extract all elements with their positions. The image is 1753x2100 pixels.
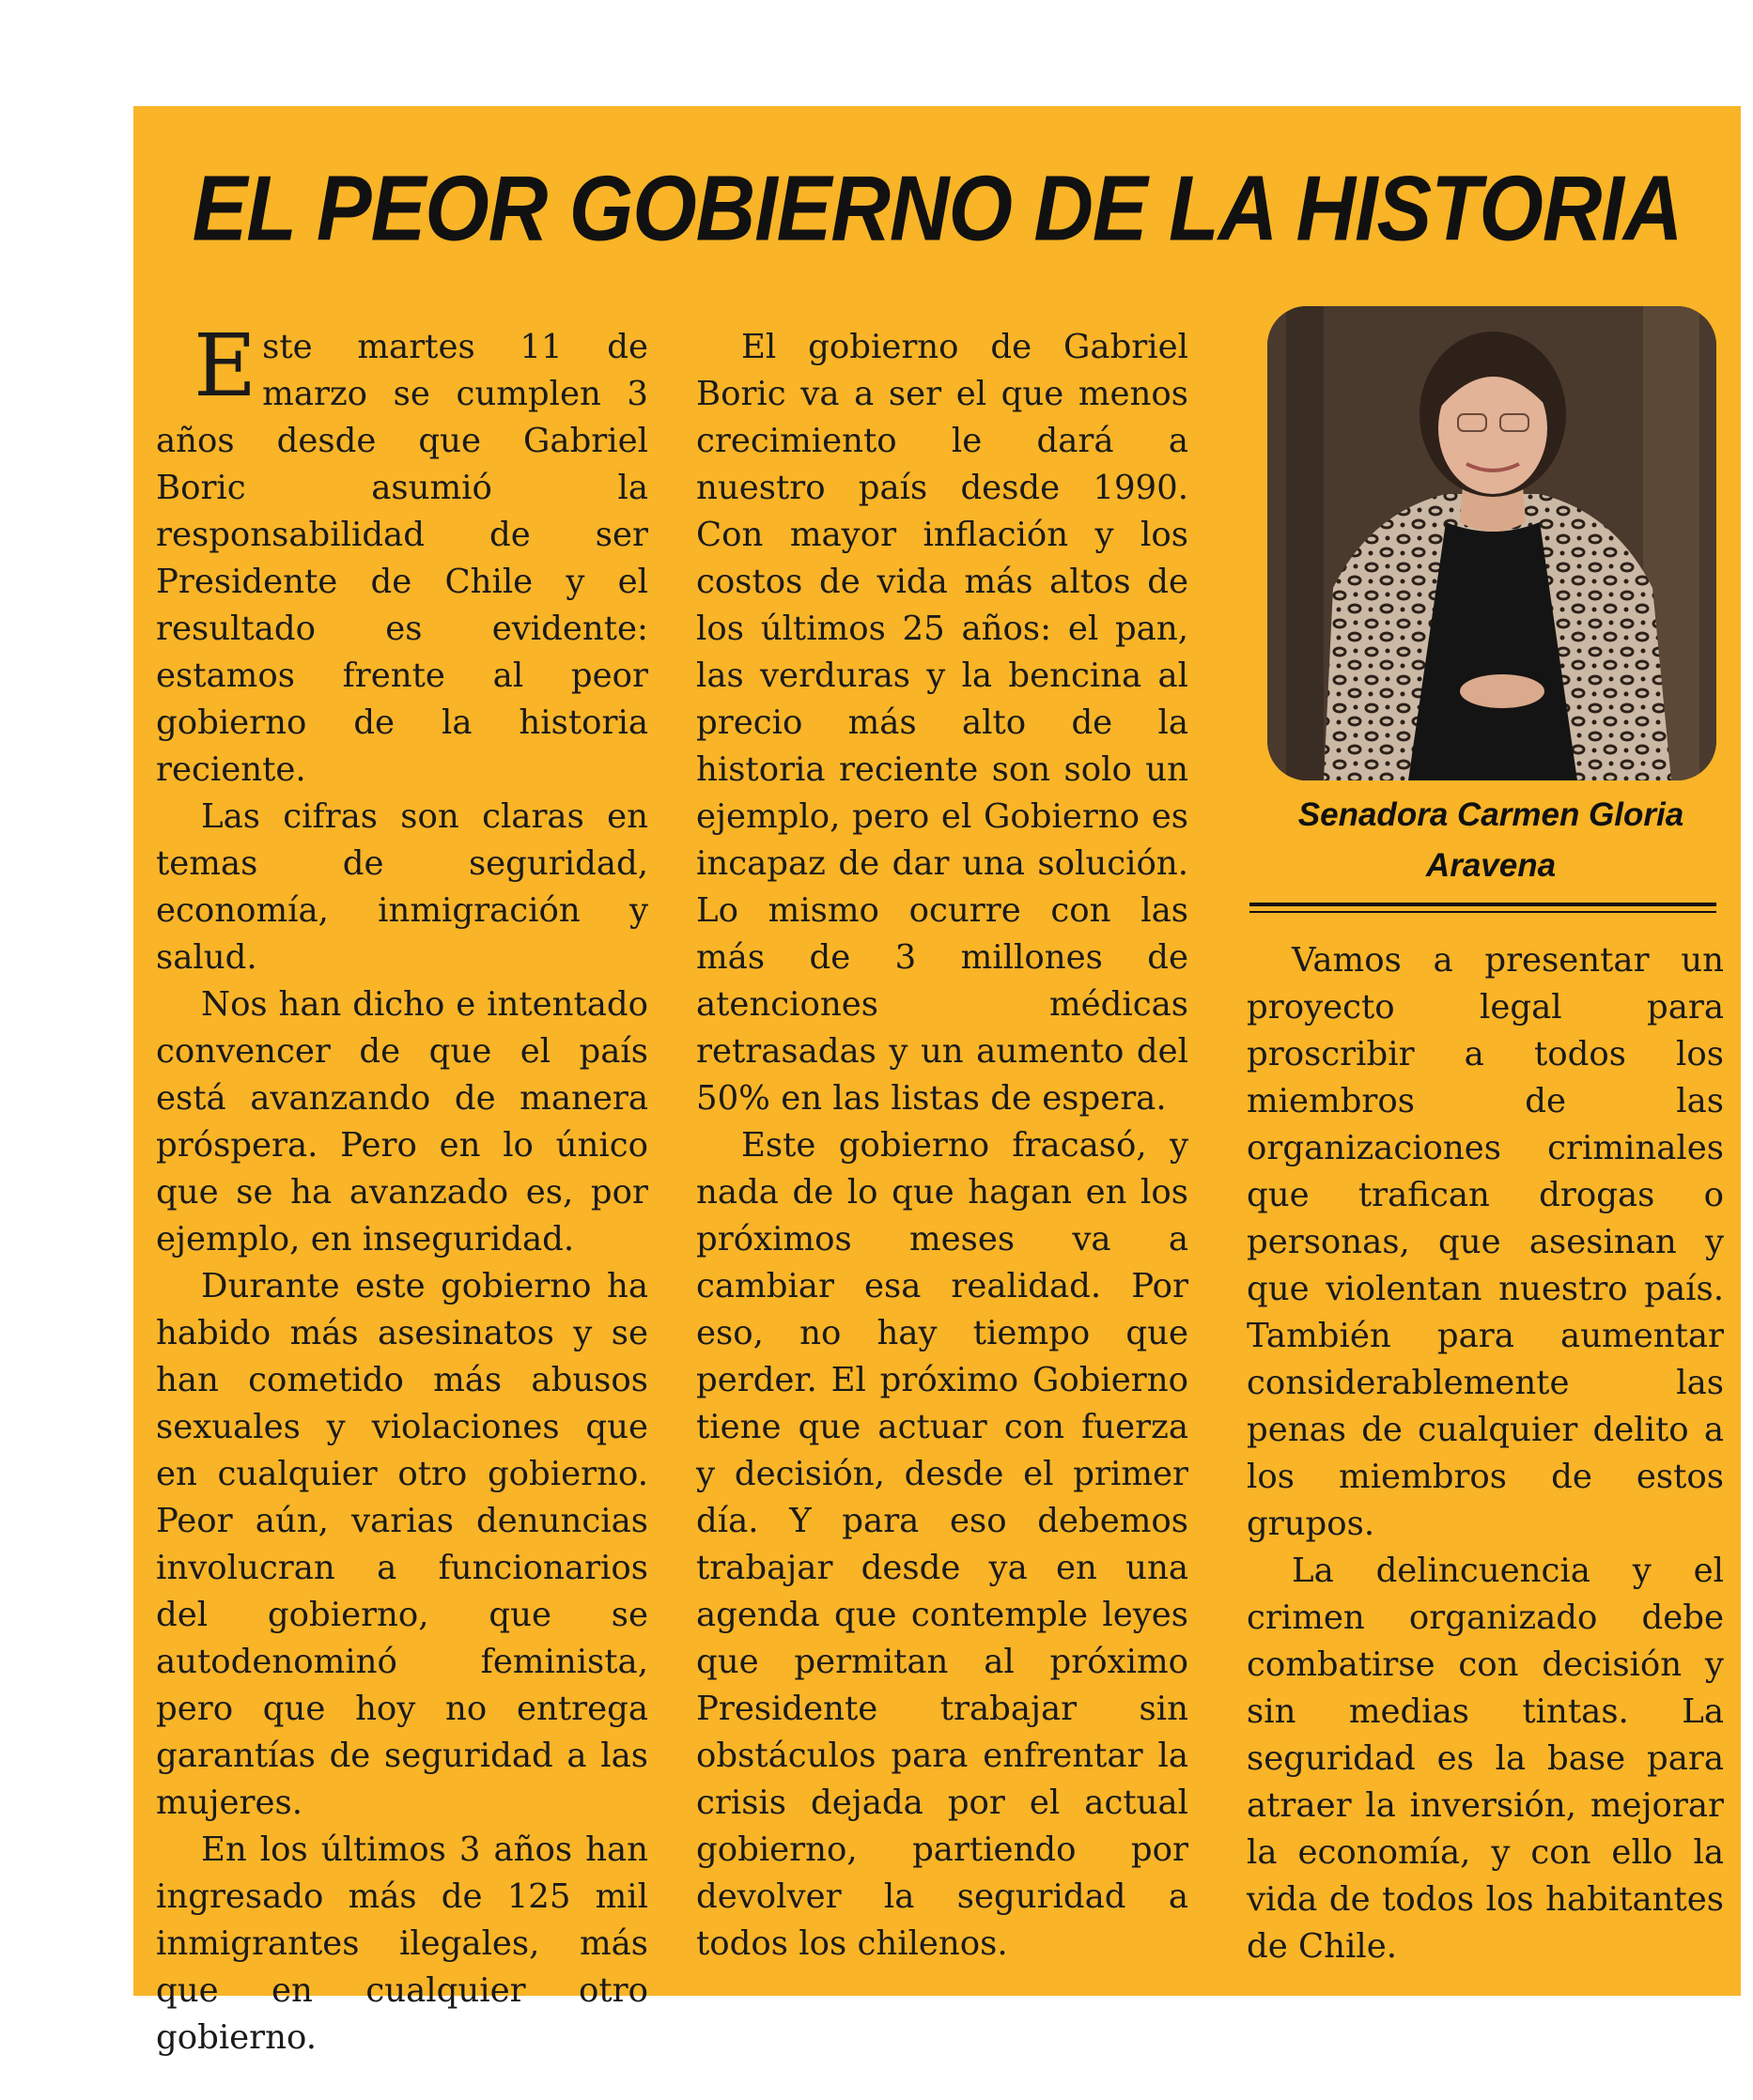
article-panel: [133, 106, 1741, 2057]
paragraph: En los últimos 3 años han ingresado más de 125 mil inmigrantes ilegales, más que en cualquier otro gobierno.: [156, 1830, 648, 2057]
column-3: [1247, 937, 1724, 1970]
paragraph: Este gobierno fracasó, y nada de lo que hagan en los próximos meses va a cambiar esa realidad. Por eso, no hay tiempo que perder. El próximo Gobierno tiene que actuar con fuerza y decisión, desde el primer día. Y para eso debemos trabajar desde ya en una agenda que contemple leyes que permitan al próximo Presidente trabajar sin obstáculos para enfrentar la crisis dejada por el actual gobierno, partiendo por devolver la seguridad a todos los chilenos.: [696, 1126, 1188, 1963]
author-caption: Senadora Carmen Gloria Aravena: [1297, 796, 1684, 884]
senator-portrait-image: [1267, 306, 1716, 780]
paragraph: Nos han dicho e intentado convencer de que el país está avanzando de manera próspera. Pero en lo único que se ha avanzado es, por ejemplo, en inseguridad.: [156, 985, 648, 1258]
drop-cap: E: [194, 316, 257, 416]
paragraph: Vamos a presentar un proyecto legal para proscribir a todos los miembros de las organizaciones criminales que trafican drogas o personas, que asesinan y que violentan nuestro país. También para aumentar considerablemente las penas de cualquier delito a los miembros de estos grupos.: [1247, 941, 1724, 1543]
column-2: [696, 324, 1188, 1968]
divider: [1249, 903, 1716, 906]
article-title: EL PEOR GOBIERNO DE LA HISTORIA: [192, 156, 1683, 260]
paragraph: Durante este gobierno ha habido más asesinatos y se han cometido más abusos sexuales y violaciones que en cualquier otro gobierno. Peor aún, varias denuncias involucran a funcionarios del gobierno, que se autodenominó feminista, pero que hoy no entrega garantías de seguridad a las mujeres.: [156, 1267, 648, 1822]
paragraph: El gobierno de Gabriel Boric va a ser el que menos crecimiento le dará a nuestro país desde 1990. Con mayor inflación y los costos de vida más altos de los últimos 25 años: el pan, las verduras y la bencina al precio más alto de la historia reciente son solo un ejemplo, pero el Gobierno es incapaz de dar una solución. Lo mismo ocurre con las más de 3 millones de atenciones médicas retrasadas y un aumento del 50% en las listas de espera.: [696, 328, 1188, 1118]
paragraph: La delincuencia y el crimen organizado debe combatirse con decisión y sin medias tintas. La seguridad es la base para atraer la inversión, mejorar la economía, y con ello la vida de todos los habitantes de Chile.: [1247, 1552, 1724, 1966]
divider: [1249, 911, 1716, 913]
paragraph: Las cifras son claras en temas de seguridad, economía, inmigración y salud.: [156, 797, 648, 977]
author-photo: [1267, 306, 1716, 780]
paragraph: Este martes 11 de marzo se cumplen 3 años desde que Gabriel Boric asumió la responsabilidad de ser Presidente de Chile y el resultado es evidente: estamos frente al peor gobierno de la historia reciente.: [156, 316, 648, 789]
column-1: [156, 316, 648, 2061]
